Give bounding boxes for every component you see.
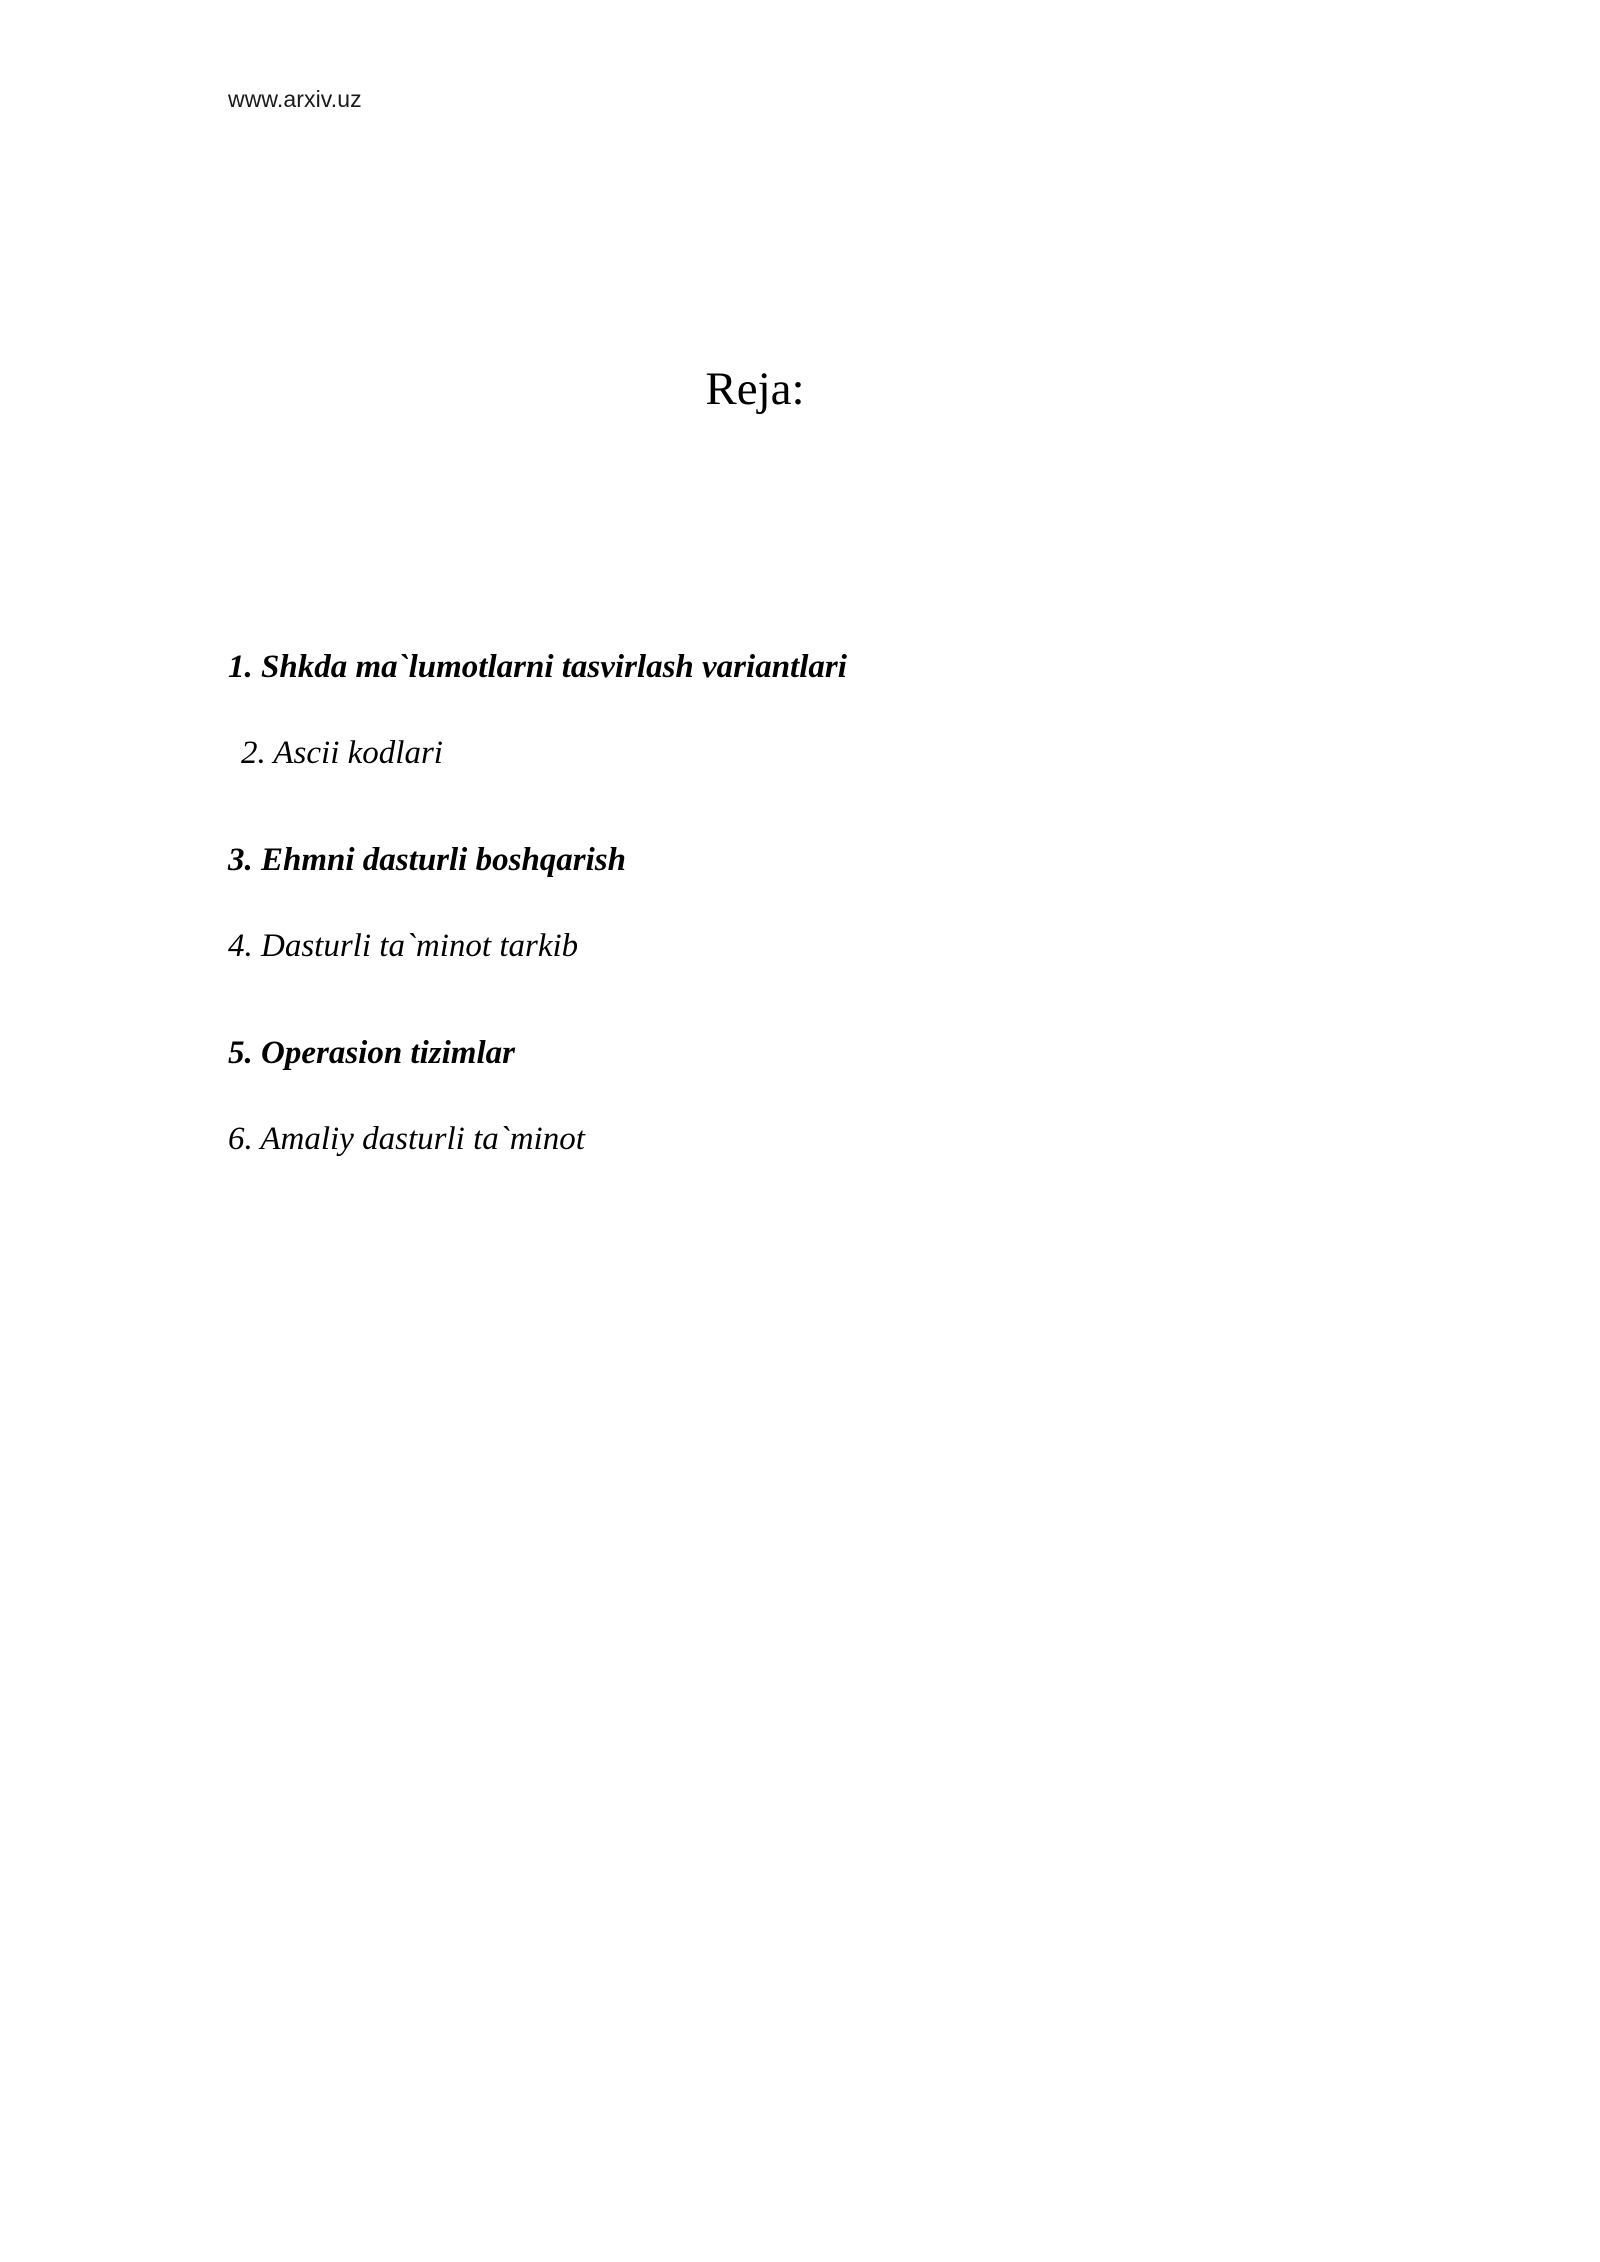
plan-item: 4. Dasturli ta`minot tarkib — [228, 927, 579, 964]
plan-item: 2. Ascii kodlari — [241, 734, 443, 771]
plan-list — [228, 648, 1428, 1159]
plan-item: 3. Ehmni dasturli boshqarish — [228, 841, 626, 878]
page-title: Reja: — [705, 363, 805, 415]
plan-item: 6. Amaliy dasturli ta`minot — [228, 1120, 585, 1157]
plan-item: 1. Shkda ma`lumotlarni tasvirlash variantlari — [228, 649, 847, 685]
site-url-header: www.arxiv.uz — [228, 86, 362, 112]
plan-item: 5. Operasion tizimlar — [228, 1034, 515, 1071]
